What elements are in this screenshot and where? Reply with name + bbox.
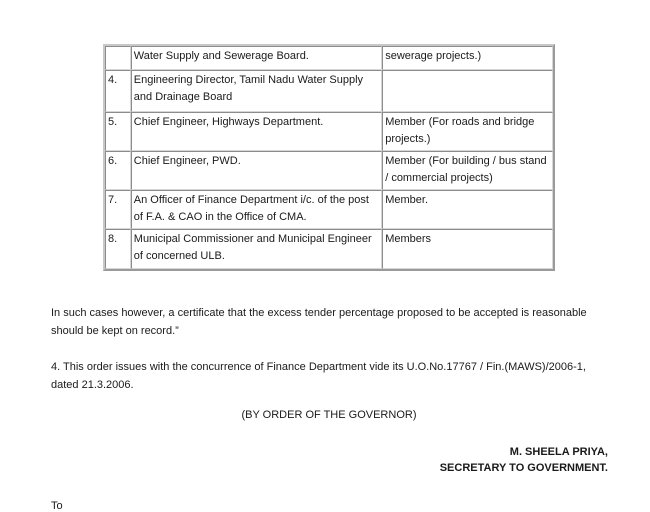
member-designation: Chief Engineer, Highways Department. (131, 112, 382, 151)
row-number: 7. (105, 190, 131, 229)
table-row (105, 151, 553, 190)
finance-concurrence-paragraph: 4. This order issues with the concurrence of Finance Department vide its U.O.No.17767 / Fin.(MAWS)/2006-1, dated 21.3.2006. (51, 361, 586, 391)
member-designation: Water Supply and Sewerage Board. (131, 46, 382, 70)
member-designation: An Officer of Finance Department i/c. of the post of F.A. & CAO in the Office of CMA. (131, 190, 382, 229)
member-designation: Engineering Director, Tamil Nadu Water Supply and Drainage Board (131, 70, 382, 112)
row-number: 5. (105, 112, 131, 151)
committee-members-table (103, 44, 555, 271)
table-row (105, 190, 553, 229)
signatory-title: SECRETARY TO GOVERNMENT. (439, 462, 608, 474)
table-row (105, 112, 553, 151)
order-of-governor-line (0, 409, 650, 421)
signatory-name: M. SHEELA PRIYA, (509, 446, 608, 458)
row-number: 4. (105, 70, 131, 112)
row-number (105, 46, 131, 70)
row-number: 8. (105, 229, 131, 269)
member-role: sewerage projects.) (382, 46, 553, 70)
table-row (105, 46, 553, 70)
member-role: Member. (382, 190, 553, 229)
member-role (382, 70, 553, 112)
member-designation: Municipal Commissioner and Municipal Engineer of concerned ULB. (131, 229, 382, 269)
member-role: Member (For building / bus stand / commercial projects) (382, 151, 553, 190)
member-role: Members (382, 229, 553, 269)
record-certificate-paragraph: In such cases however, a certificate that the excess tender percentage proposed to be accepted is reasonable should be kept on record.” (51, 307, 587, 337)
addressee-to-label: To (51, 500, 63, 512)
member-role: Member (For roads and bridge projects.) (382, 112, 553, 151)
order-of-governor-text: (BY ORDER OF THE GOVERNOR) (241, 409, 417, 421)
table-row (105, 70, 553, 112)
member-designation: Chief Engineer, PWD. (131, 151, 382, 190)
row-number: 6. (105, 151, 131, 190)
table-row (105, 229, 553, 269)
